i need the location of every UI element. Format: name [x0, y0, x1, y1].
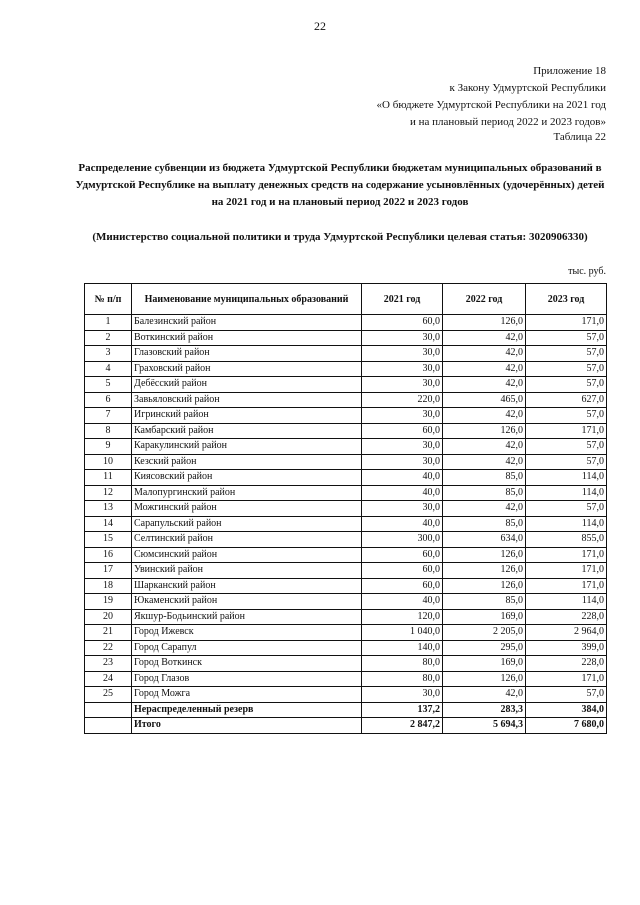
page-number: 22	[314, 19, 326, 33]
cell-num: 1	[85, 315, 132, 331]
cell-num: 18	[85, 578, 132, 594]
cell-2021: 220,0	[362, 392, 443, 408]
cell-num: 13	[85, 501, 132, 517]
cell-num: 4	[85, 361, 132, 377]
cell-2023: 57,0	[526, 687, 607, 703]
cell-2021: 1 040,0	[362, 625, 443, 641]
cell-name: Город Глазов	[132, 671, 362, 687]
cell-num: 16	[85, 547, 132, 563]
cell-name: Малопургинский район	[132, 485, 362, 501]
header-name: Наименование муниципальных образований	[132, 284, 362, 315]
cell-2021: 40,0	[362, 516, 443, 532]
cell-2022: 42,0	[443, 501, 526, 517]
document-title: Распределение субвенции из бюджета Удмуртской Республики бюджетам муниципальных образований в Удмуртской Республике на выплату денежных средств на содержание усыновлённых (удочерённых) детей на 2021 год и на плановый период 2022 и 2023 годов	[75, 162, 605, 208]
cell-num: 23	[85, 656, 132, 672]
table-row	[85, 687, 607, 703]
header-2023: 2023 год	[526, 284, 607, 315]
header-num: № п/п	[85, 284, 132, 315]
table-row	[85, 423, 607, 439]
cell-num: 19	[85, 594, 132, 610]
cell-2022: 126,0	[443, 671, 526, 687]
cell-2022: 2 205,0	[443, 625, 526, 641]
table-row	[85, 439, 607, 455]
table-row	[85, 656, 607, 672]
appendix-line-4: и на плановый период 2022 и 2023 годов»	[409, 116, 606, 128]
cell-name: Город Воткинск	[132, 656, 362, 672]
cell-name: Можгинский район	[132, 501, 362, 517]
cell-2023: 171,0	[526, 423, 607, 439]
cell-num: 2	[85, 330, 132, 346]
table-row	[85, 485, 607, 501]
cell-2023: 57,0	[526, 439, 607, 455]
table-header-row	[85, 284, 607, 315]
cell-2023: 114,0	[526, 594, 607, 610]
cell-2023: 627,0	[526, 392, 607, 408]
cell-2021: 80,0	[362, 671, 443, 687]
cell-2021: 60,0	[362, 563, 443, 579]
cell-name: Глазовский район	[132, 346, 362, 362]
cell-2023: 228,0	[526, 609, 607, 625]
cell-num: 8	[85, 423, 132, 439]
cell-2022: 42,0	[443, 377, 526, 393]
cell-name: Каракулинский район	[132, 439, 362, 455]
cell-name: Завьяловский район	[132, 392, 362, 408]
cell-2022: 42,0	[443, 687, 526, 703]
cell-2022: 283,3	[443, 702, 526, 718]
cell-2023: 57,0	[526, 361, 607, 377]
cell-num: 24	[85, 671, 132, 687]
cell-num: 17	[85, 563, 132, 579]
table-row	[85, 532, 607, 548]
cell-2022: 85,0	[443, 516, 526, 532]
cell-name: Город Можга	[132, 687, 362, 703]
cell-name: Воткинский район	[132, 330, 362, 346]
cell-2021: 30,0	[362, 330, 443, 346]
cell-2023: 171,0	[526, 563, 607, 579]
appendix-block	[286, 63, 606, 131]
table-row	[85, 578, 607, 594]
cell-2021: 30,0	[362, 408, 443, 424]
cell-2022: 42,0	[443, 361, 526, 377]
cell-num: 15	[85, 532, 132, 548]
cell-name: Нераспределенный резерв	[132, 702, 362, 718]
cell-2021: 30,0	[362, 346, 443, 362]
cell-2021: 40,0	[362, 485, 443, 501]
table-row	[85, 361, 607, 377]
cell-2021: 30,0	[362, 439, 443, 455]
cell-2023: 171,0	[526, 671, 607, 687]
cell-name: Дебёсский район	[132, 377, 362, 393]
table-row	[85, 516, 607, 532]
table-row	[85, 408, 607, 424]
cell-2022: 126,0	[443, 315, 526, 331]
appendix-line-2: к Закону Удмуртской Республики	[449, 82, 606, 94]
cell-2022: 42,0	[443, 346, 526, 362]
cell-num: 20	[85, 609, 132, 625]
table-row	[85, 470, 607, 486]
cell-num	[85, 718, 132, 734]
table-row	[85, 501, 607, 517]
document-subtitle: (Министерство социальной политики и труда Удмуртской Республики целевая статья: 3020906330)	[92, 231, 588, 243]
cell-2021: 60,0	[362, 578, 443, 594]
cell-2021: 300,0	[362, 532, 443, 548]
cell-name: Юкаменский район	[132, 594, 362, 610]
cell-name: Камбарский район	[132, 423, 362, 439]
cell-2023: 171,0	[526, 547, 607, 563]
cell-name: Увинский район	[132, 563, 362, 579]
cell-name: Город Сарапул	[132, 640, 362, 656]
cell-2023: 171,0	[526, 578, 607, 594]
cell-num: 9	[85, 439, 132, 455]
cell-name: Якшур-Бодьинский район	[132, 609, 362, 625]
cell-num: 6	[85, 392, 132, 408]
cell-2021: 60,0	[362, 547, 443, 563]
cell-2023: 57,0	[526, 377, 607, 393]
cell-num	[85, 702, 132, 718]
cell-name: Киясовский район	[132, 470, 362, 486]
cell-2023: 57,0	[526, 346, 607, 362]
table-row	[85, 640, 607, 656]
cell-name: Балезинский район	[132, 315, 362, 331]
table-row	[85, 609, 607, 625]
cell-2021: 30,0	[362, 361, 443, 377]
cell-name: Шарканский район	[132, 578, 362, 594]
cell-num: 10	[85, 454, 132, 470]
total-row	[85, 718, 607, 734]
cell-2023: 57,0	[526, 501, 607, 517]
cell-2023: 855,0	[526, 532, 607, 548]
table-row	[85, 547, 607, 563]
cell-2021: 40,0	[362, 470, 443, 486]
table-row	[85, 392, 607, 408]
cell-2023: 114,0	[526, 516, 607, 532]
table-row	[85, 346, 607, 362]
cell-2022: 126,0	[443, 423, 526, 439]
cell-2022: 42,0	[443, 408, 526, 424]
cell-2021: 120,0	[362, 609, 443, 625]
table-row	[85, 377, 607, 393]
table-body	[85, 315, 607, 734]
cell-2021: 30,0	[362, 377, 443, 393]
cell-2022: 465,0	[443, 392, 526, 408]
cell-num: 25	[85, 687, 132, 703]
cell-2022: 85,0	[443, 485, 526, 501]
cell-name: Кезский район	[132, 454, 362, 470]
cell-num: 14	[85, 516, 132, 532]
table-row	[85, 563, 607, 579]
cell-2021: 2 847,2	[362, 718, 443, 734]
cell-name: Игринский район	[132, 408, 362, 424]
cell-2021: 137,2	[362, 702, 443, 718]
cell-2021: 60,0	[362, 315, 443, 331]
cell-2022: 634,0	[443, 532, 526, 548]
cell-name: Граховский район	[132, 361, 362, 377]
cell-2022: 85,0	[443, 594, 526, 610]
cell-2022: 126,0	[443, 547, 526, 563]
cell-2022: 85,0	[443, 470, 526, 486]
cell-2021: 30,0	[362, 454, 443, 470]
table-row	[85, 454, 607, 470]
cell-2021: 60,0	[362, 423, 443, 439]
cell-2023: 171,0	[526, 315, 607, 331]
cell-name: Итого	[132, 718, 362, 734]
cell-2022: 5 694,3	[443, 718, 526, 734]
cell-name: Город Ижевск	[132, 625, 362, 641]
cell-name: Селтинский район	[132, 532, 362, 548]
cell-2021: 80,0	[362, 656, 443, 672]
table-row	[85, 671, 607, 687]
cell-num: 11	[85, 470, 132, 486]
cell-2021: 140,0	[362, 640, 443, 656]
cell-num: 12	[85, 485, 132, 501]
appendix-line-1: Приложение 18	[533, 65, 606, 77]
cell-2023: 399,0	[526, 640, 607, 656]
cell-2021: 40,0	[362, 594, 443, 610]
cell-2022: 42,0	[443, 439, 526, 455]
cell-2021: 30,0	[362, 501, 443, 517]
cell-num: 3	[85, 346, 132, 362]
header-2021: 2021 год	[362, 284, 443, 315]
cell-2023: 114,0	[526, 485, 607, 501]
cell-2022: 295,0	[443, 640, 526, 656]
table-row	[85, 315, 607, 331]
cell-2022: 169,0	[443, 609, 526, 625]
cell-2023: 384,0	[526, 702, 607, 718]
cell-2022: 42,0	[443, 454, 526, 470]
units-label: тыс. руб.	[568, 266, 606, 277]
appendix-line-3: «О бюджете Удмуртской Республики на 2021 год	[376, 99, 606, 111]
table-row	[85, 330, 607, 346]
cell-num: 21	[85, 625, 132, 641]
cell-name: Сюмсинский район	[132, 547, 362, 563]
cell-2022: 126,0	[443, 578, 526, 594]
cell-num: 7	[85, 408, 132, 424]
cell-2023: 7 680,0	[526, 718, 607, 734]
cell-num: 5	[85, 377, 132, 393]
cell-2022: 169,0	[443, 656, 526, 672]
cell-2023: 57,0	[526, 408, 607, 424]
table-row	[85, 625, 607, 641]
cell-2023: 2 964,0	[526, 625, 607, 641]
cell-2022: 42,0	[443, 330, 526, 346]
cell-name: Сарапульский район	[132, 516, 362, 532]
reserve-row	[85, 702, 607, 718]
cell-2023: 57,0	[526, 330, 607, 346]
table-number: Таблица 22	[553, 131, 606, 143]
cell-2023: 57,0	[526, 454, 607, 470]
subvention-table	[84, 283, 607, 734]
header-2022: 2022 год	[443, 284, 526, 315]
cell-2022: 126,0	[443, 563, 526, 579]
cell-2023: 114,0	[526, 470, 607, 486]
table-row	[85, 594, 607, 610]
cell-2021: 30,0	[362, 687, 443, 703]
cell-2023: 228,0	[526, 656, 607, 672]
cell-num: 22	[85, 640, 132, 656]
